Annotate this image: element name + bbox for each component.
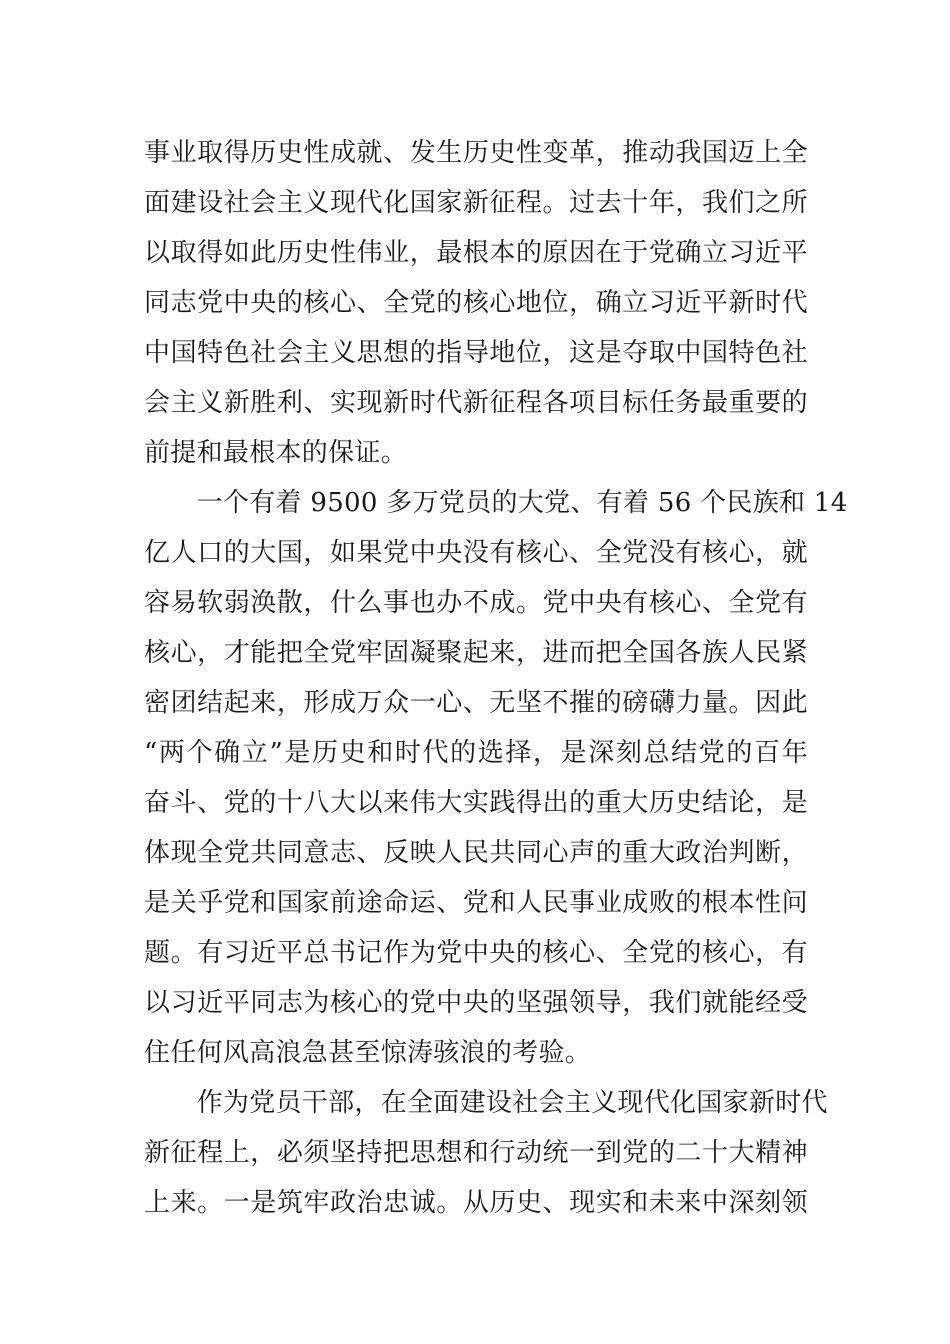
text-line: 以习近平同志为核心的党中央的坚强领导，我们就能经受 [144, 988, 808, 1018]
text-line: 事业取得历史性成就、发生历史性变革，推动我国迈上全 [144, 138, 808, 168]
text-line: 核心，才能把全党牢固凝聚起来，进而把全国各族人民紧 [144, 638, 808, 668]
text-line: 会主义新胜利、实现新时代新征程各项目标任务最重要的 [144, 388, 808, 418]
text-line: 中国特色社会主义思想的指导地位，这是夺取中国特色社 [144, 338, 808, 368]
text-line: 奋斗、党的十八大以来伟大实践得出的重大历史结论，是 [144, 788, 808, 818]
text-line: 题。有习近平总书记作为党中央的核心、全党的核心，有 [144, 938, 808, 968]
text-line: 上来。一是筑牢政治忠诚。从历史、现实和未来中深刻领 [144, 1188, 808, 1218]
text-line: 是关乎党和国家前途命运、党和人民事业成败的根本性问 [144, 888, 808, 918]
text-line: 密团结起来，形成万众一心、无坚不摧的磅礴力量。因此 [144, 688, 808, 718]
text-line: 容易软弱涣散，什么事也办不成。党中央有核心、全党有 [144, 588, 808, 618]
text-line: 亿人口的大国，如果党中央没有核心、全党没有核心，就 [144, 538, 808, 568]
text-line: 住任何风高浪急甚至惊涛骇浪的考验。 [144, 1038, 592, 1068]
text-line: 同志党中央的核心、全党的核心地位，确立习近平新时代 [144, 288, 808, 318]
paragraph-2 [144, 478, 848, 1078]
text-line: 前提和最根本的保证。 [144, 438, 408, 468]
text-line: “两个确立”是历史和时代的选择，是深刻总结党的百年 [144, 738, 808, 768]
text-line: 面建设社会主义现代化国家新征程。过去十年，我们之所 [144, 188, 808, 218]
text-line: 体现全党共同意志、反映人民共同心声的重大政治判断， [144, 838, 808, 868]
document-body [144, 128, 848, 1228]
text-line: 一个有着 9500 多万党员的大党、有着 56 个民族和 14 [144, 488, 848, 518]
paragraph-1 [144, 128, 808, 478]
text-line: 以取得如此历史性伟业，最根本的原因在于党确立习近平 [144, 238, 808, 268]
text-line: 新征程上，必须坚持把思想和行动统一到党的二十大精神 [144, 1138, 808, 1168]
text-line: 作为党员干部，在全面建设社会主义现代化国家新时代 [144, 1088, 828, 1118]
paragraph-3 [144, 1078, 828, 1228]
